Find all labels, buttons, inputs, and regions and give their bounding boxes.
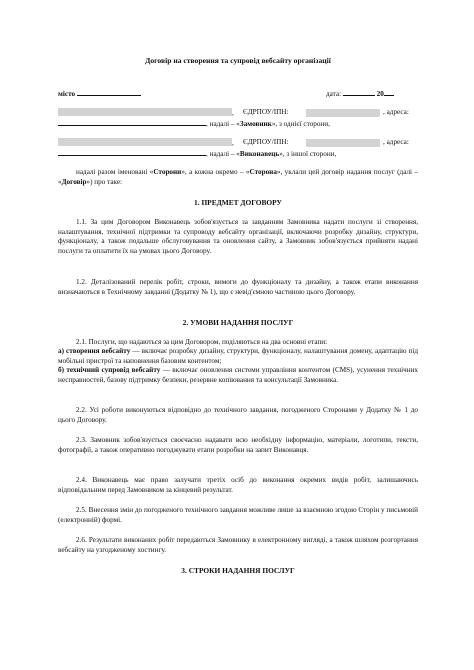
section-2-heading: 2. УМОВИ НАДАННЯ ПОСЛУГ [182,318,294,327]
party1-address-label: , адреса: [383,108,409,116]
paragraph-2-5: 2.5. Внесення змін до погодженого технічного завдання можливе лише за взаємною згодою Сторін у письмовій (електронній) формі. [58,506,418,524]
city-field[interactable] [77,88,141,96]
party1-edrpou-label: ЄДРПОУ/ІПН: [243,108,289,116]
party1-name-field[interactable] [58,108,232,116]
party2-line1: , ЄДРПОУ/ІПН: , адреса: [58,138,418,149]
party2-edrpou-label: ЄДРПОУ/ІПН: [243,138,289,146]
paragraph-2-1-a: а) створення вебсайту — включає розробку дизайну, структури, функціоналу, налаштування домену, адаптацію під мобільні пристрої та наповнення базовим контентом; [58,347,418,365]
date-year-prefix: 20 [376,90,384,98]
date-day-month-field[interactable] [343,88,375,96]
party1-role: Замовник [239,120,272,128]
place-date-row [58,88,418,100]
party2-name-field[interactable] [58,138,232,146]
intro-paragraph: надалі разом іменовані «Сторони», а кожна окремо – «Сторона», уклали цей договір надання послуг (далі – «Договір») про таке: [58,168,418,186]
paragraph-2-6: 2.6. Результати виконаних робіт передаються Замовнику в електронному вигляді, а також шляхом розгортання вебсайту на узгодженому хостингу. [58,536,418,554]
party2-address-field[interactable] [58,148,206,156]
paragraph-2-3: 2.3. Замовник зобов'язується своєчасно надавати всю необхідну інформацію, матеріали, логотипи, тексти, фотографії, а також оперативно погоджувати етапи розробки на запит Виконавця. [58,436,418,454]
party2-role: Виконавець [239,150,280,158]
party2-address-label: , адреса: [383,138,409,146]
party2-line2: , надалі – «Виконавець», з іншої сторони, [58,148,418,160]
paragraph-2-1: 2.1. Послуги, що надаються за цим Договором, поділяються на два основні етапи: [76,338,328,346]
section-3-heading: 3. СТРОКИ НАДАННЯ ПОСЛУГ [181,566,295,575]
document-title: Договір на створення та супровід вебсайту організації [145,56,331,65]
party1-line1: , ЄДРПОУ/ІПН: , адреса: [58,108,418,119]
paragraph-2-1-b: б) технічний супровід вебсайту — включає оновлення системи управління контентом (CMS), усунення технічних несправностей, базову підтримку безпеки, резервне копіювання та консультації Замовника. [58,366,418,384]
party2-edrpou-field[interactable] [306,139,380,147]
party1-address-field[interactable] [58,118,206,126]
date-year-field[interactable] [384,88,394,96]
paragraph-2-4: 2.4. Виконавець має право залучати третіх осіб до виконання окремих видів робіт, залишаючись відповідальним перед Замовником за кінцевий результат. [58,476,418,494]
section-1-heading: 1. ПРЕДМЕТ ДОГОВОРУ [194,198,282,207]
city-label: місто [58,90,76,98]
paragraph-1-2: 1.2. Деталізований перелік робіт, строки, вимоги до функціоналу та дизайну, а також етапи виконання визначаються в Технічному завданні (Додатку № 1), що є невід'ємною частиною цього Договору. [58,278,418,296]
date-label: дата: [326,90,342,98]
paragraph-2-2: 2.2. Усі роботи виконуються відповідно до технічного завдання, погодженого Сторонами у Додатку № 1 до цього Договору. [58,406,418,424]
party1-edrpou-field[interactable] [306,109,380,117]
party1-line2: , надалі – «Замовник», з однієї сторони, [58,118,418,130]
paragraph-1-1: 1.1. За цим Договором Виконавець зобов'язується за завданням Замовника надати послуги зі створення, налаштування, технічної підтримки та супроводу вебсайту організації, включаючи розробку дизайну, структури, функціоналу, а також подальше обслуговування та оновлення сайту, а Замовник зобов'язується прийняти надані послуги та оплатити їх на умовах цього Договору. [58,218,418,255]
